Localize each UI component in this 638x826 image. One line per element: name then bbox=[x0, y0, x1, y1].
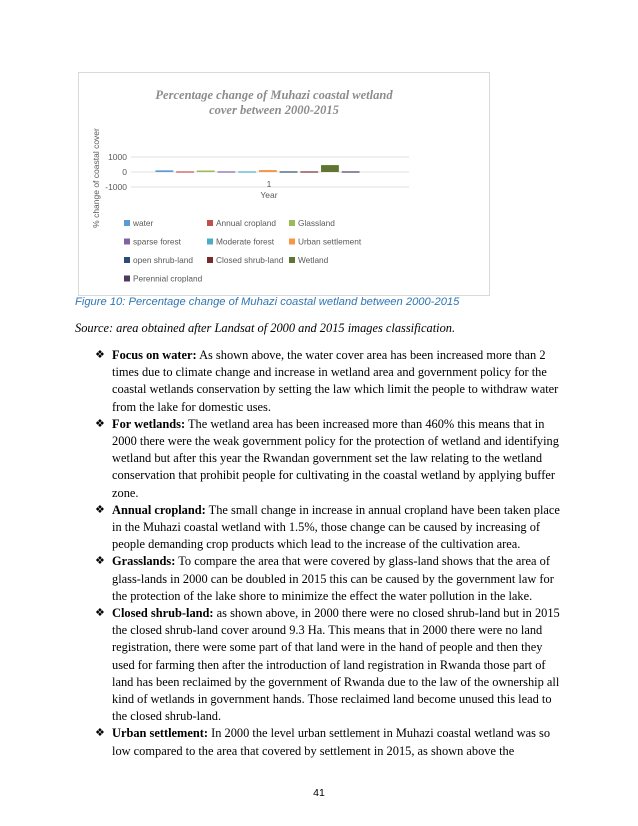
legend-entry: Urban settlement bbox=[298, 236, 362, 247]
bullet-text: In 2000 the level urban settlement in Muhazi coastal wetland was so low compared to the area that covered by settlement in 2015, as shown above the bbox=[112, 726, 551, 758]
bullet-item bbox=[95, 605, 565, 725]
source-line: Source: area obtained after Landsat of 2000 and 2015 images classification. bbox=[75, 321, 456, 335]
bullet-text: The wetland area has been increased more than 460% this means that in 2000 there were the weak government policy for the protection of wetland and identifying wetland but after this year the Rwandan government set the law relating to the wetland conservation that prohibit people for cultivating in the coastal wetland by applying buffer zone. bbox=[112, 416, 559, 500]
diamond-bullet-icon: ❖ bbox=[95, 417, 105, 430]
legend-swatch bbox=[289, 220, 295, 226]
legend-swatch bbox=[124, 239, 130, 245]
legend-swatch bbox=[289, 257, 295, 263]
legend-entry: Closed shrub-land bbox=[216, 255, 284, 265]
bar bbox=[176, 171, 194, 172]
diamond-bullet-icon: ❖ bbox=[95, 727, 105, 740]
y-tick-label: -1000 bbox=[105, 182, 127, 192]
legend-swatch bbox=[207, 220, 213, 226]
legend-entry: Wetland bbox=[298, 255, 329, 265]
bullet-item bbox=[95, 347, 565, 416]
bar bbox=[218, 171, 236, 172]
bar bbox=[321, 165, 339, 172]
bar-chart bbox=[79, 73, 489, 295]
legend-entry: Annual cropland bbox=[216, 218, 276, 228]
legend-entry: Moderate forest bbox=[216, 236, 275, 247]
diamond-bullet-icon: ❖ bbox=[95, 503, 105, 516]
y-tick-label: 0 bbox=[122, 167, 127, 177]
bullet-term: Grasslands: bbox=[112, 554, 176, 569]
bar bbox=[259, 170, 277, 172]
legend-entry: Perennial cropland bbox=[133, 273, 203, 284]
legend-swatch bbox=[124, 276, 130, 282]
diamond-bullet-icon: ❖ bbox=[95, 555, 105, 568]
diamond-bullet-icon: ❖ bbox=[95, 607, 105, 620]
bullet-item bbox=[95, 416, 565, 502]
page-number: 41 bbox=[313, 787, 325, 799]
bar bbox=[155, 170, 173, 172]
legend-swatch bbox=[124, 220, 130, 226]
diamond-bullet-icon: ❖ bbox=[95, 349, 105, 361]
bar bbox=[197, 171, 215, 173]
chart-title-line2: cover between 2000-2015 bbox=[209, 103, 339, 117]
legend-entry: water bbox=[133, 218, 154, 228]
bullet-item bbox=[95, 725, 565, 759]
legend-swatch bbox=[124, 257, 130, 263]
bullet-term: Annual cropland: bbox=[112, 502, 206, 517]
y-axis-label: % change of coastal cover bbox=[91, 128, 101, 228]
bullet-item bbox=[95, 502, 565, 554]
legend-entry: Glassland bbox=[298, 218, 335, 228]
chart-title-line1: Percentage change of Muhazi coastal wetland bbox=[155, 88, 393, 102]
bullet-item bbox=[95, 553, 565, 605]
bullet-text: As shown above, the water cover area has been increased more than 2 times due to climate change and increase in wetland area and government policy for the coastal wetlands conservation by setting the law which limit the people to withdraw water from the lake for domestic uses. bbox=[112, 348, 559, 414]
x-tick-label: 1 bbox=[266, 179, 272, 189]
bullet-term: For wetlands: bbox=[112, 416, 186, 431]
legend-entry: open shrub-land bbox=[133, 255, 193, 265]
bullet-term: Closed shrub-land: bbox=[112, 606, 214, 621]
figure-caption: Figure 10: Percentage change of Muhazi coastal wetland between 2000-2015 bbox=[75, 296, 460, 308]
bullet-text: To compare the area that were covered by glass-land shows that the area of glass-lands in 2000 can be doubled in 2015 this can be caused by the government law for the protection of the lake shore to minimize the effect the water pollution in the lake. bbox=[112, 554, 554, 603]
bar bbox=[238, 171, 256, 172]
legend-swatch bbox=[207, 257, 213, 263]
bullet-text: as shown above, in 2000 there were no closed shrub-land but in 2015 the closed shrub-land cover around 9.3 Ha. This means that in 2000 there were no land registration, there were some part of that land were in the hand of people and then they used for farming then after the introduction of land registration in Rwanda those part of land has been reclaimed by the government of Rwanda due to the law of the ownership all kind of wetlands in government hands. Those reclaimed land become unused this lead to the closed shrub-land. bbox=[112, 606, 560, 724]
bullet-list bbox=[95, 347, 565, 760]
bullet-term: Urban settlement: bbox=[112, 726, 209, 741]
chart-container bbox=[78, 72, 490, 296]
legend-swatch bbox=[289, 239, 295, 245]
bullet-text: The small change in increase in annual cropland have been taken place in the Muhazi coastal wetland with 1.5%, those change can be caused by increasing of people demanding crop products which lead to the increase of the cultivation area. bbox=[112, 502, 560, 552]
legend-entry: sparse forest bbox=[133, 236, 181, 247]
x-axis-label: Year bbox=[260, 190, 278, 200]
bar bbox=[280, 171, 298, 172]
legend-swatch bbox=[207, 239, 213, 245]
bar bbox=[300, 171, 318, 172]
y-tick-label: 1000 bbox=[108, 152, 127, 162]
bullet-term: Focus on water: bbox=[112, 348, 197, 362]
bar bbox=[342, 171, 360, 172]
